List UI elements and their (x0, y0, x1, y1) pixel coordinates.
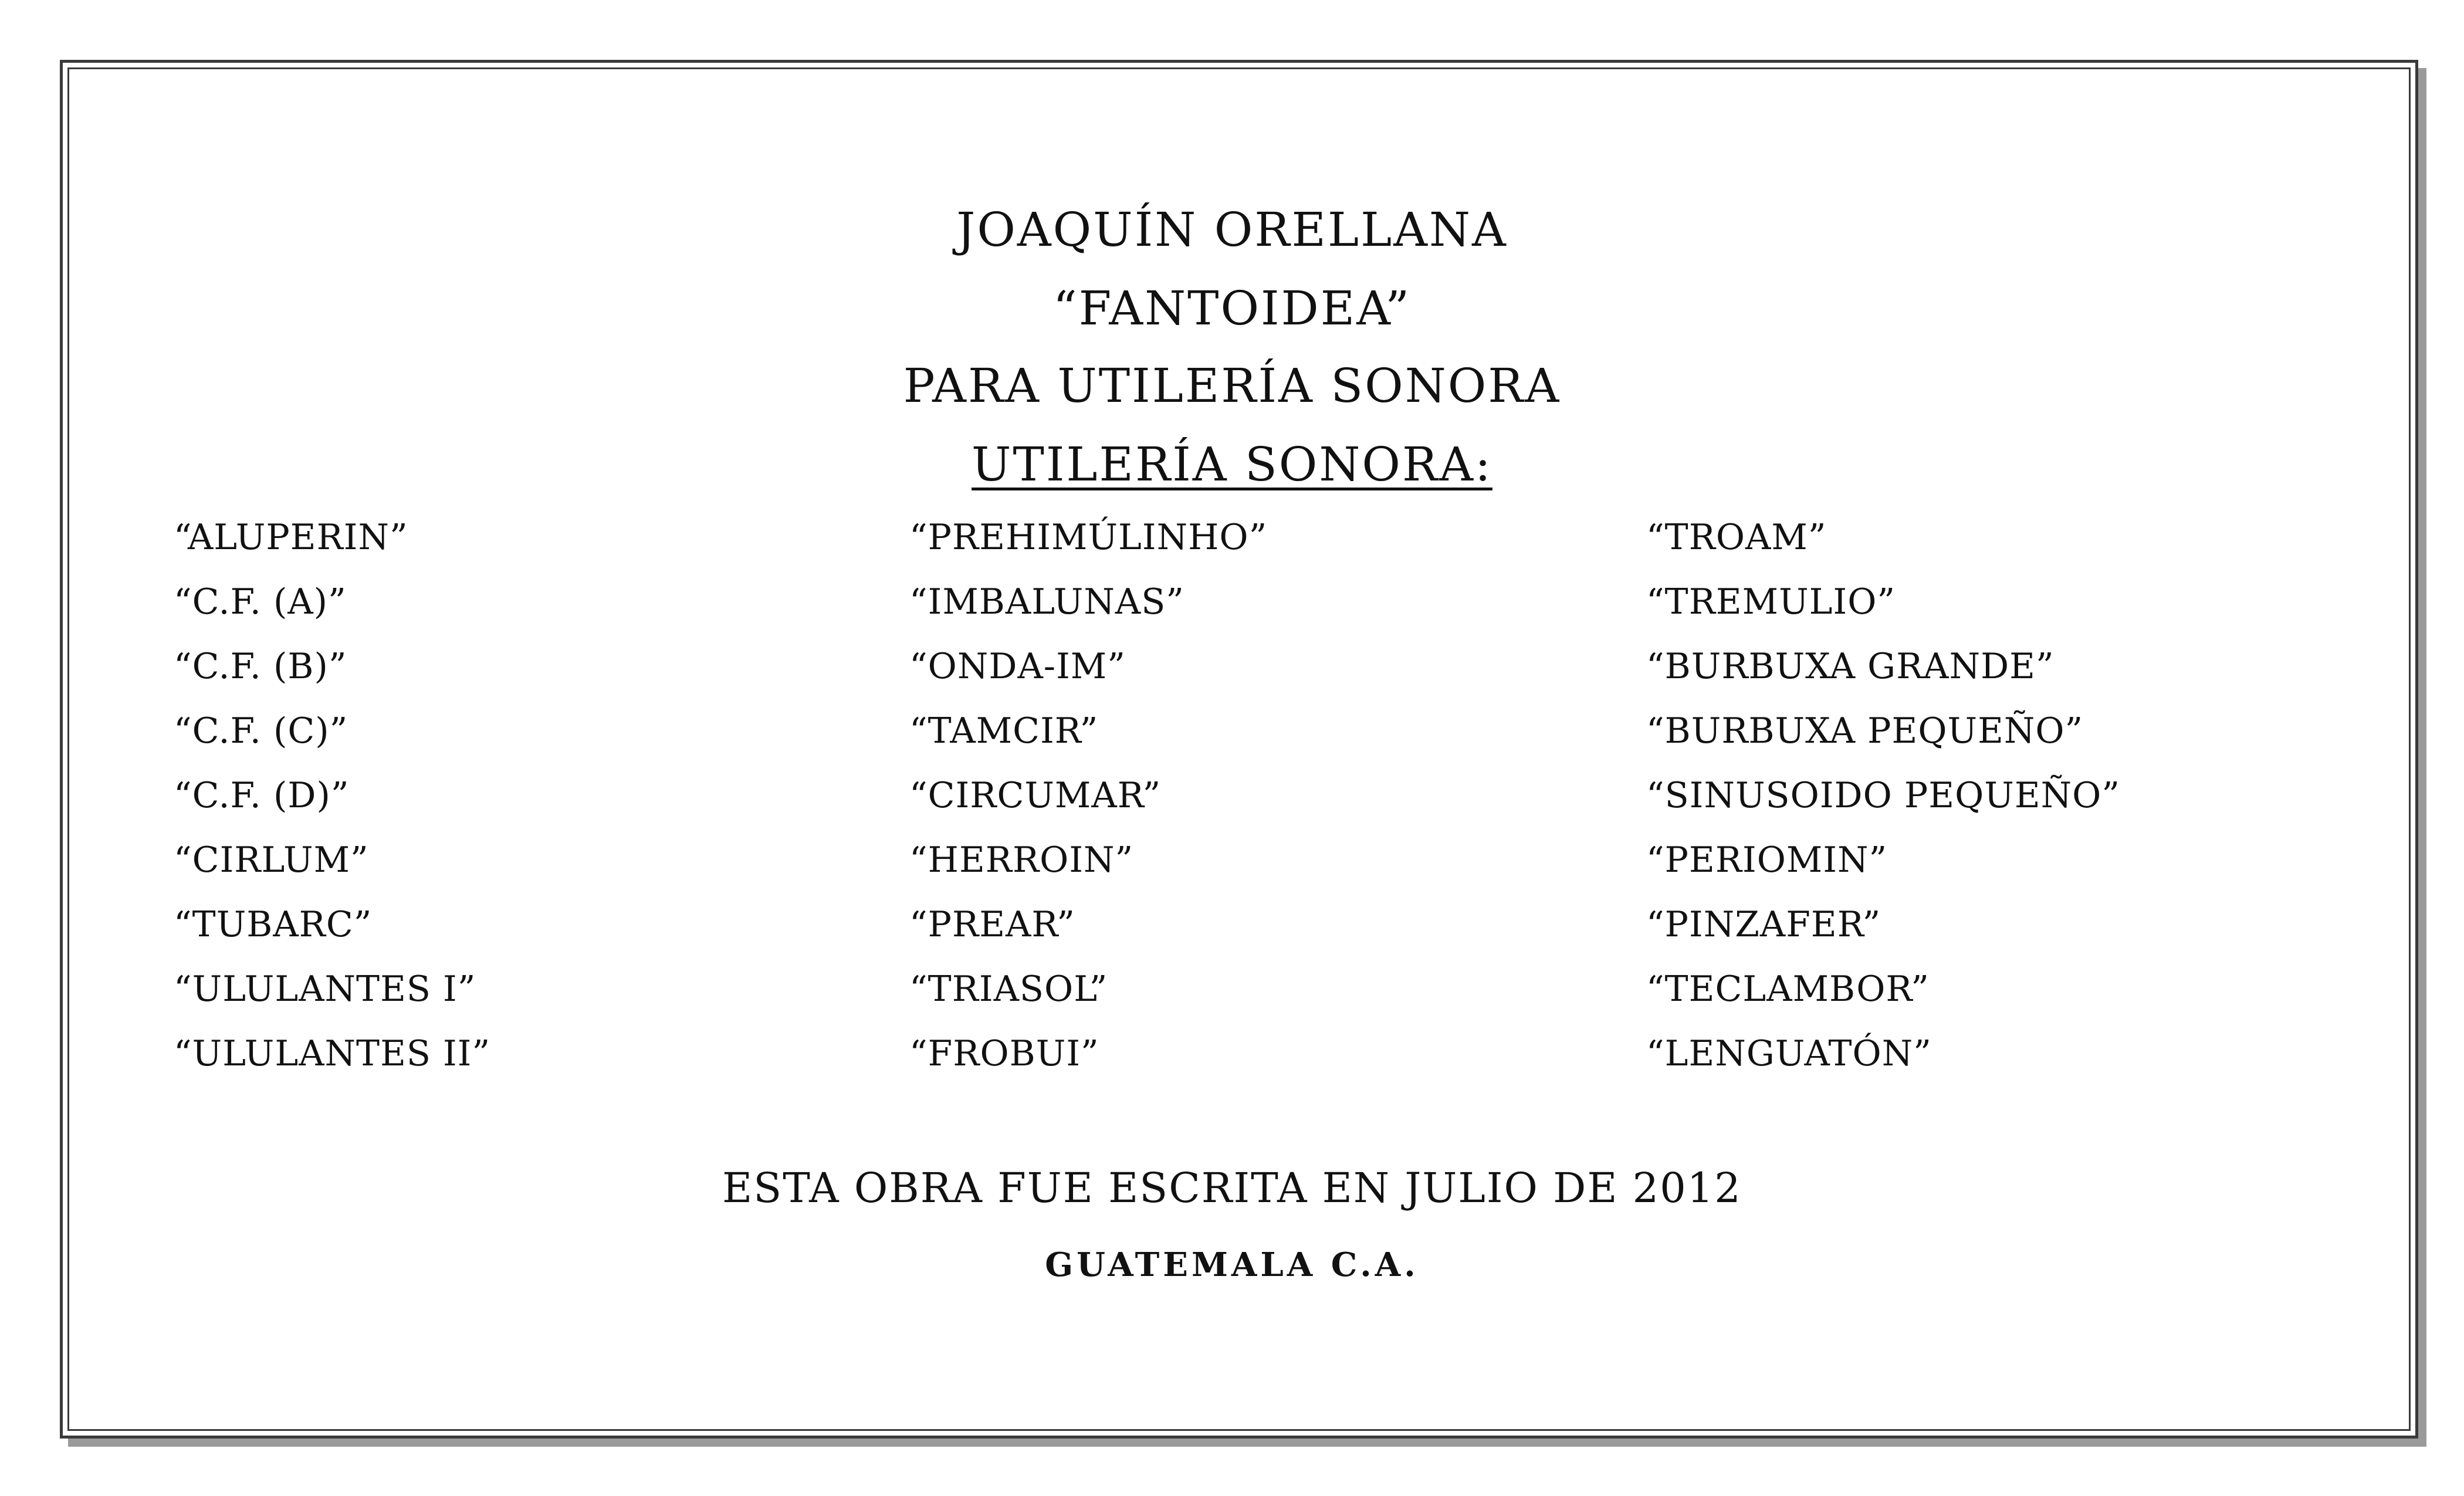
list-item: “BURBUXA PEQUEÑO” (1646, 710, 2084, 752)
list-item: “HERROIN” (909, 840, 1134, 881)
work-subtitle: PARA UTILERÍA SONORA (903, 358, 1561, 413)
list-item: “C.F. (A)” (174, 581, 347, 622)
list-item: “TREMULIO” (1646, 581, 1896, 622)
composer-name: JOAQUÍN ORELLANA (956, 202, 1508, 257)
work-title: “FANTOIDEA” (1052, 281, 1412, 336)
list-item: “ULULANTES I” (174, 969, 476, 1010)
instrument-column-2 (909, 516, 1613, 1097)
composition-date-line: ESTA OBRA FUE ESCRITA EN JULIO DE 2012 (722, 1164, 1742, 1212)
list-item: “C.F. (B)” (174, 646, 347, 687)
list-item: “TECLAMBOR” (1646, 969, 1930, 1010)
section-heading: UTILERÍA SONORA: (972, 437, 1492, 492)
list-item: “ONDA-IM” (909, 646, 1126, 687)
list-item: “BURBUXA GRANDE” (1646, 646, 2055, 687)
list-item: “PERIOMIN” (1646, 840, 1888, 881)
instrument-column-1 (174, 516, 878, 1097)
list-item: “FROBUI” (909, 1033, 1099, 1074)
list-item: “IMBALUNAS” (909, 581, 1184, 622)
list-item: “TUBARC” (174, 904, 373, 945)
list-item: “TROAM” (1646, 517, 1827, 558)
list-item: “CIRCUMAR” (909, 775, 1162, 816)
list-item: “LENGUATÓN” (1646, 1033, 1932, 1074)
list-item: “CIRLUM” (174, 840, 369, 881)
instrument-column-3 (1646, 516, 2350, 1097)
list-item: “PREHIMÚLINHO” (909, 517, 1268, 558)
list-item: “PINZAFER” (1646, 904, 1881, 945)
list-item: “SINUSOIDO PEQUEÑO” (1646, 775, 2120, 816)
list-item: “ULULANTES II” (174, 1033, 491, 1074)
place-line: GUATEMALA C.A. (1045, 1245, 1419, 1284)
list-item: “TAMCIR” (909, 710, 1099, 752)
list-item: “TRIASOL” (909, 969, 1108, 1010)
list-item: “C.F. (D)” (174, 775, 350, 816)
list-item: “PREAR” (909, 904, 1075, 945)
list-item: “ALUPERIN” (174, 517, 408, 558)
list-item: “C.F. (C)” (174, 710, 348, 752)
